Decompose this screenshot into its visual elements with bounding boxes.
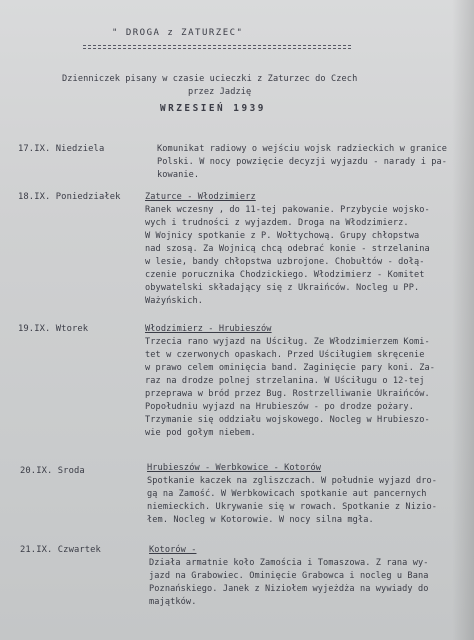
document-author: przez Jadzię [188,87,252,97]
entry-line: tet w czerwonych opaskach. Przed Uściługiem skręcenie [145,350,425,360]
entry-line: W Wojnicy spotkanie z P. Wołtychową. Grupy chłopstwa [145,231,420,241]
entry-line: Poznańskiego. Janek z Niziołem wyjeżdża na wywiady do [149,584,429,594]
entry-line: obywatelski składający się z Ukraińców. Nocleg u PP. [145,283,420,293]
entry-line: Polski. W nocy powzięcie decyzji wyjazdu - narady i pa- [157,157,448,167]
entry-line: wych i trudności z wyjazdem. Droga na Włodzimierz. [145,218,409,228]
entry-line: Popołudniu wyjazd na Hrubieszów - po drodze pożary. [145,402,414,412]
entry-route: Kotorów - [149,545,197,555]
entry-line: w prawo celem ominięcia band. Zaginięcie pary koni. Za- [145,363,436,373]
title-underline [83,45,351,46]
entry-date: 18.IX. Poniedziałek [18,192,121,202]
document-title: " DROGA z ZATURZEC" [112,28,244,38]
entry-line: Spotkanie kaczek na zgliszczach. W południe wyjazd dro- [147,476,438,486]
entry-line: przeprawa w bród przez Bug. Rostrzelliwanie Ukraińców. [145,389,430,399]
entry-line: gą na Zamość. W Werbkowicach spotkanie aut pancernych [147,489,427,499]
entry-line: Działa armatnie koło Zamościa i Tomaszowa. Z rana wy- [149,558,429,568]
month-heading: WRZESIEŃ 1939 [160,103,266,114]
entry-line: czenie porucznika Chodzickiego. Włodzimierz - Komitet [145,270,425,280]
entry-date: 19.IX. Wtorek [18,324,89,334]
entry-line: Ranek wczesny , do 11-tej pakowanie. Przybycie wojsko- [145,205,430,215]
entry-line: majątków. [149,597,197,607]
entry-line: Trzecia rano wyjazd na Uściług. Ze Włodzimierzem Komi- [145,337,430,347]
entry-line: nad szosą. Za Wojnicą chcą odebrać konie - strzelanina [145,244,430,254]
entry-line: łem. Nocleg w Kotorowie. W nocy silna mgła. [147,515,374,525]
entry-route: Zaturce - Włodzimierz [145,192,256,202]
entry-route: Włodzimierz - Hrubieszów [145,324,272,334]
entry-date: 20.IX. Sroda [20,466,85,476]
entry-date: 17.IX. Niedziela [18,144,105,154]
page-edge-shadow [452,0,474,640]
entry-line: raz na drodze polnej strzelanina. W Uściługu o 12-tej [145,376,425,386]
entry-line: Ważyńskich. [145,296,204,306]
entry-line: jazd na Grabowiec. Ominięcie Grabowca i nocleg u Bana [149,571,429,581]
document-subtitle: Dzienniczek pisany w czasie ucieczki z Zaturzec do Czech [62,74,358,84]
entry-line: w lesie, bandy chłopstwa uzbrojone. Chobułtów - dołą- [145,257,425,267]
entry-line: wie pod gołym niebem. [145,428,256,438]
entry-line: niemieckich. Ukrywanie się w rowach. Spotkanie z Nizio- [147,502,438,512]
entry-line: Trzymanie się oddziału wojskowego. Nocleg w Hrubieszo- [145,415,430,425]
entry-date: 21.IX. Czwartek [20,545,101,555]
entry-line: kowanie. [157,170,200,180]
entry-route: Hrubieszów - Werbkowice - Kotorów [147,463,322,473]
entry-line: Komunikat radiowy o wejściu wojsk radzieckich w granice [157,144,448,154]
title-underline-second [83,48,351,49]
